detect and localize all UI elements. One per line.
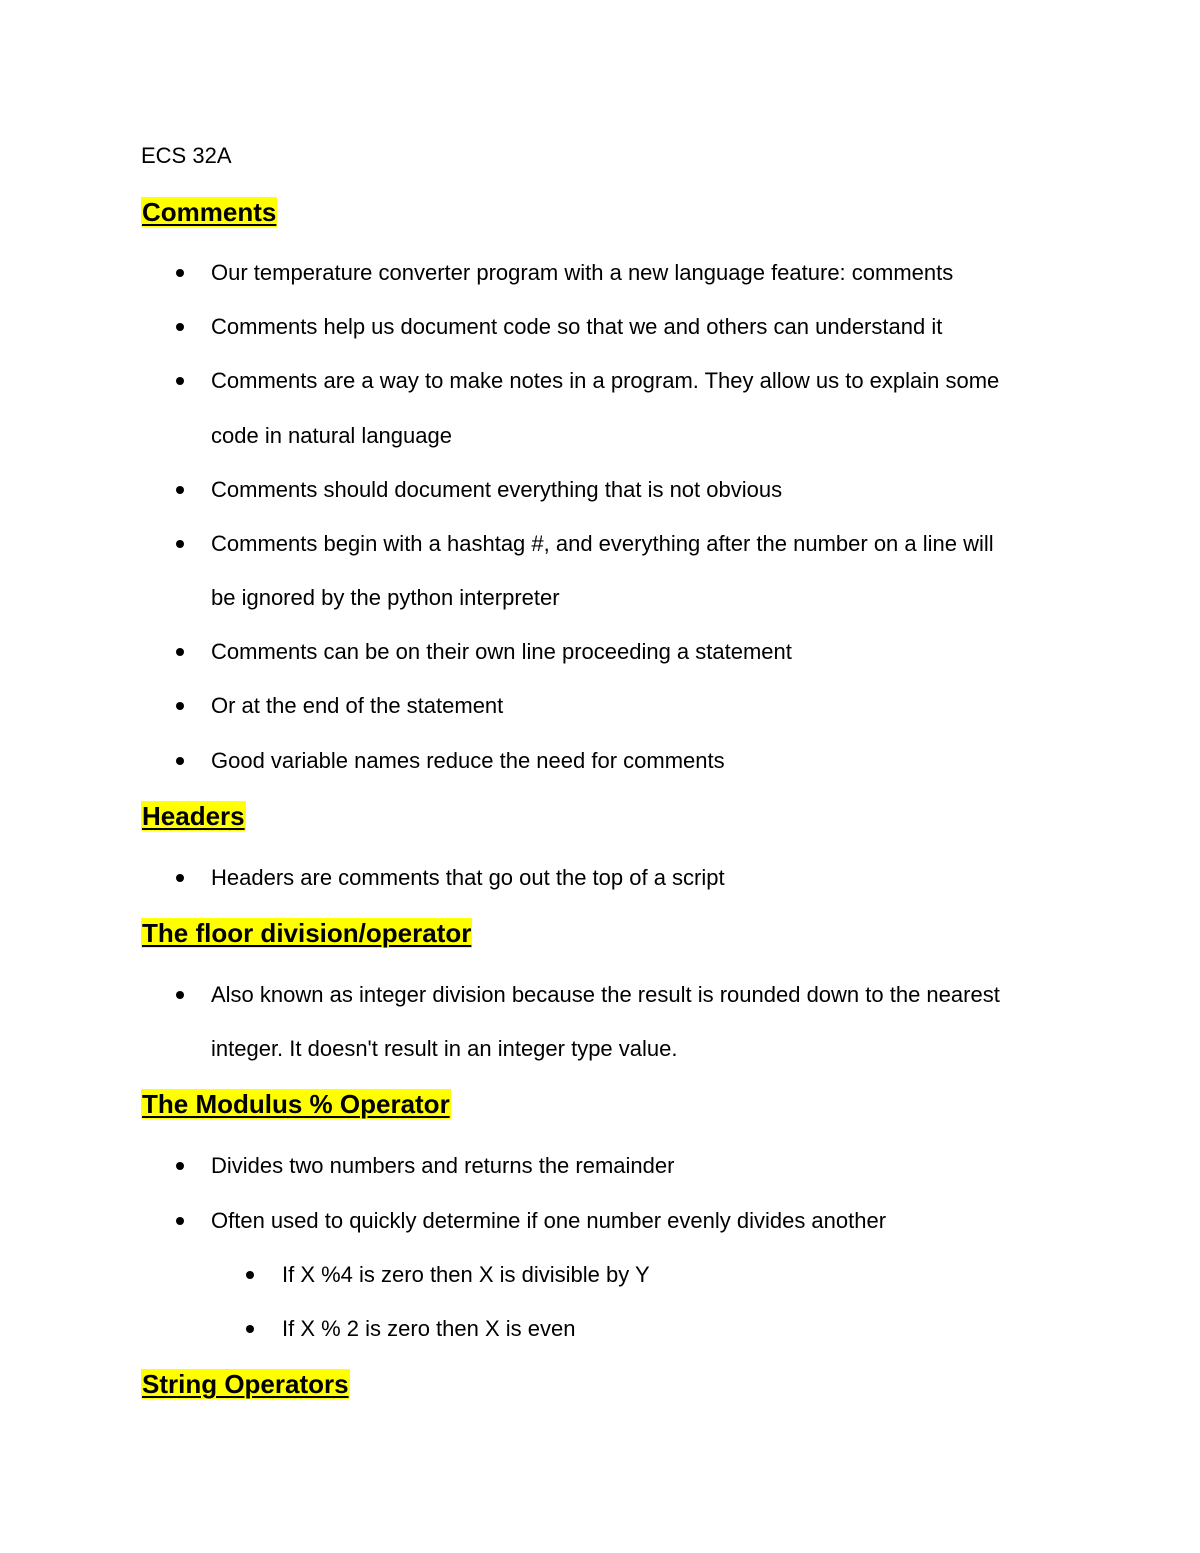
bullet-icon	[176, 377, 184, 385]
course-title: ECS 32A	[141, 143, 232, 168]
bullet-icon	[176, 874, 184, 882]
section-heading-string-operators: String Operators	[142, 1369, 349, 1399]
sub-bullet-icon	[246, 1271, 254, 1279]
list-item: Comments are a way to make notes in a program. They allow us to explain some	[211, 368, 1000, 393]
bullet-icon	[176, 702, 184, 710]
section-heading-floor-division: The floor division/operator	[142, 918, 472, 948]
sub-list-item: If X %4 is zero then X is divisible by Y	[282, 1262, 650, 1287]
sub-bullet-icon	[246, 1325, 254, 1333]
list-item: Good variable names reduce the need for comments	[211, 748, 725, 773]
list-item: Comments should document everything that is not obvious	[211, 477, 783, 502]
bullet-icon	[176, 1217, 184, 1225]
bullet-icon	[176, 1162, 184, 1170]
section-heading-comments: Comments	[142, 197, 277, 227]
list-item: Divides two numbers and returns the remainder	[211, 1153, 675, 1178]
list-item: Also known as integer division because the result is rounded down to the nearest	[211, 982, 1000, 1007]
list-item: Comments begin with a hashtag #, and everything after the number on a line will	[211, 531, 994, 556]
bullet-icon	[176, 269, 184, 277]
list-item: Or at the end of the statement	[211, 693, 504, 718]
bullet-icon	[176, 757, 184, 765]
list-item: Comments help us document code so that we and others can understand it	[211, 314, 943, 339]
bullet-icon	[176, 648, 184, 656]
list-item-continuation: code in natural language	[211, 423, 452, 448]
bullet-icon	[176, 486, 184, 494]
list-item: Often used to quickly determine if one number evenly divides another	[211, 1208, 887, 1233]
list-item-continuation: be ignored by the python interpreter	[211, 585, 560, 610]
bullet-icon	[176, 540, 184, 548]
list-item-continuation: integer. It doesn't result in an integer type value.	[211, 1036, 678, 1061]
bullet-icon	[176, 323, 184, 331]
section-heading-modulus: The Modulus % Operator	[142, 1089, 450, 1119]
sub-list-item: If X % 2 is zero then X is even	[282, 1316, 576, 1341]
list-item: Headers are comments that go out the top of a script	[211, 865, 725, 890]
list-item: Comments can be on their own line proceeding a statement	[211, 639, 792, 664]
bullet-icon	[176, 991, 184, 999]
section-heading-headers: Headers	[142, 801, 245, 831]
list-item: Our temperature converter program with a new language feature: comments	[211, 260, 954, 285]
